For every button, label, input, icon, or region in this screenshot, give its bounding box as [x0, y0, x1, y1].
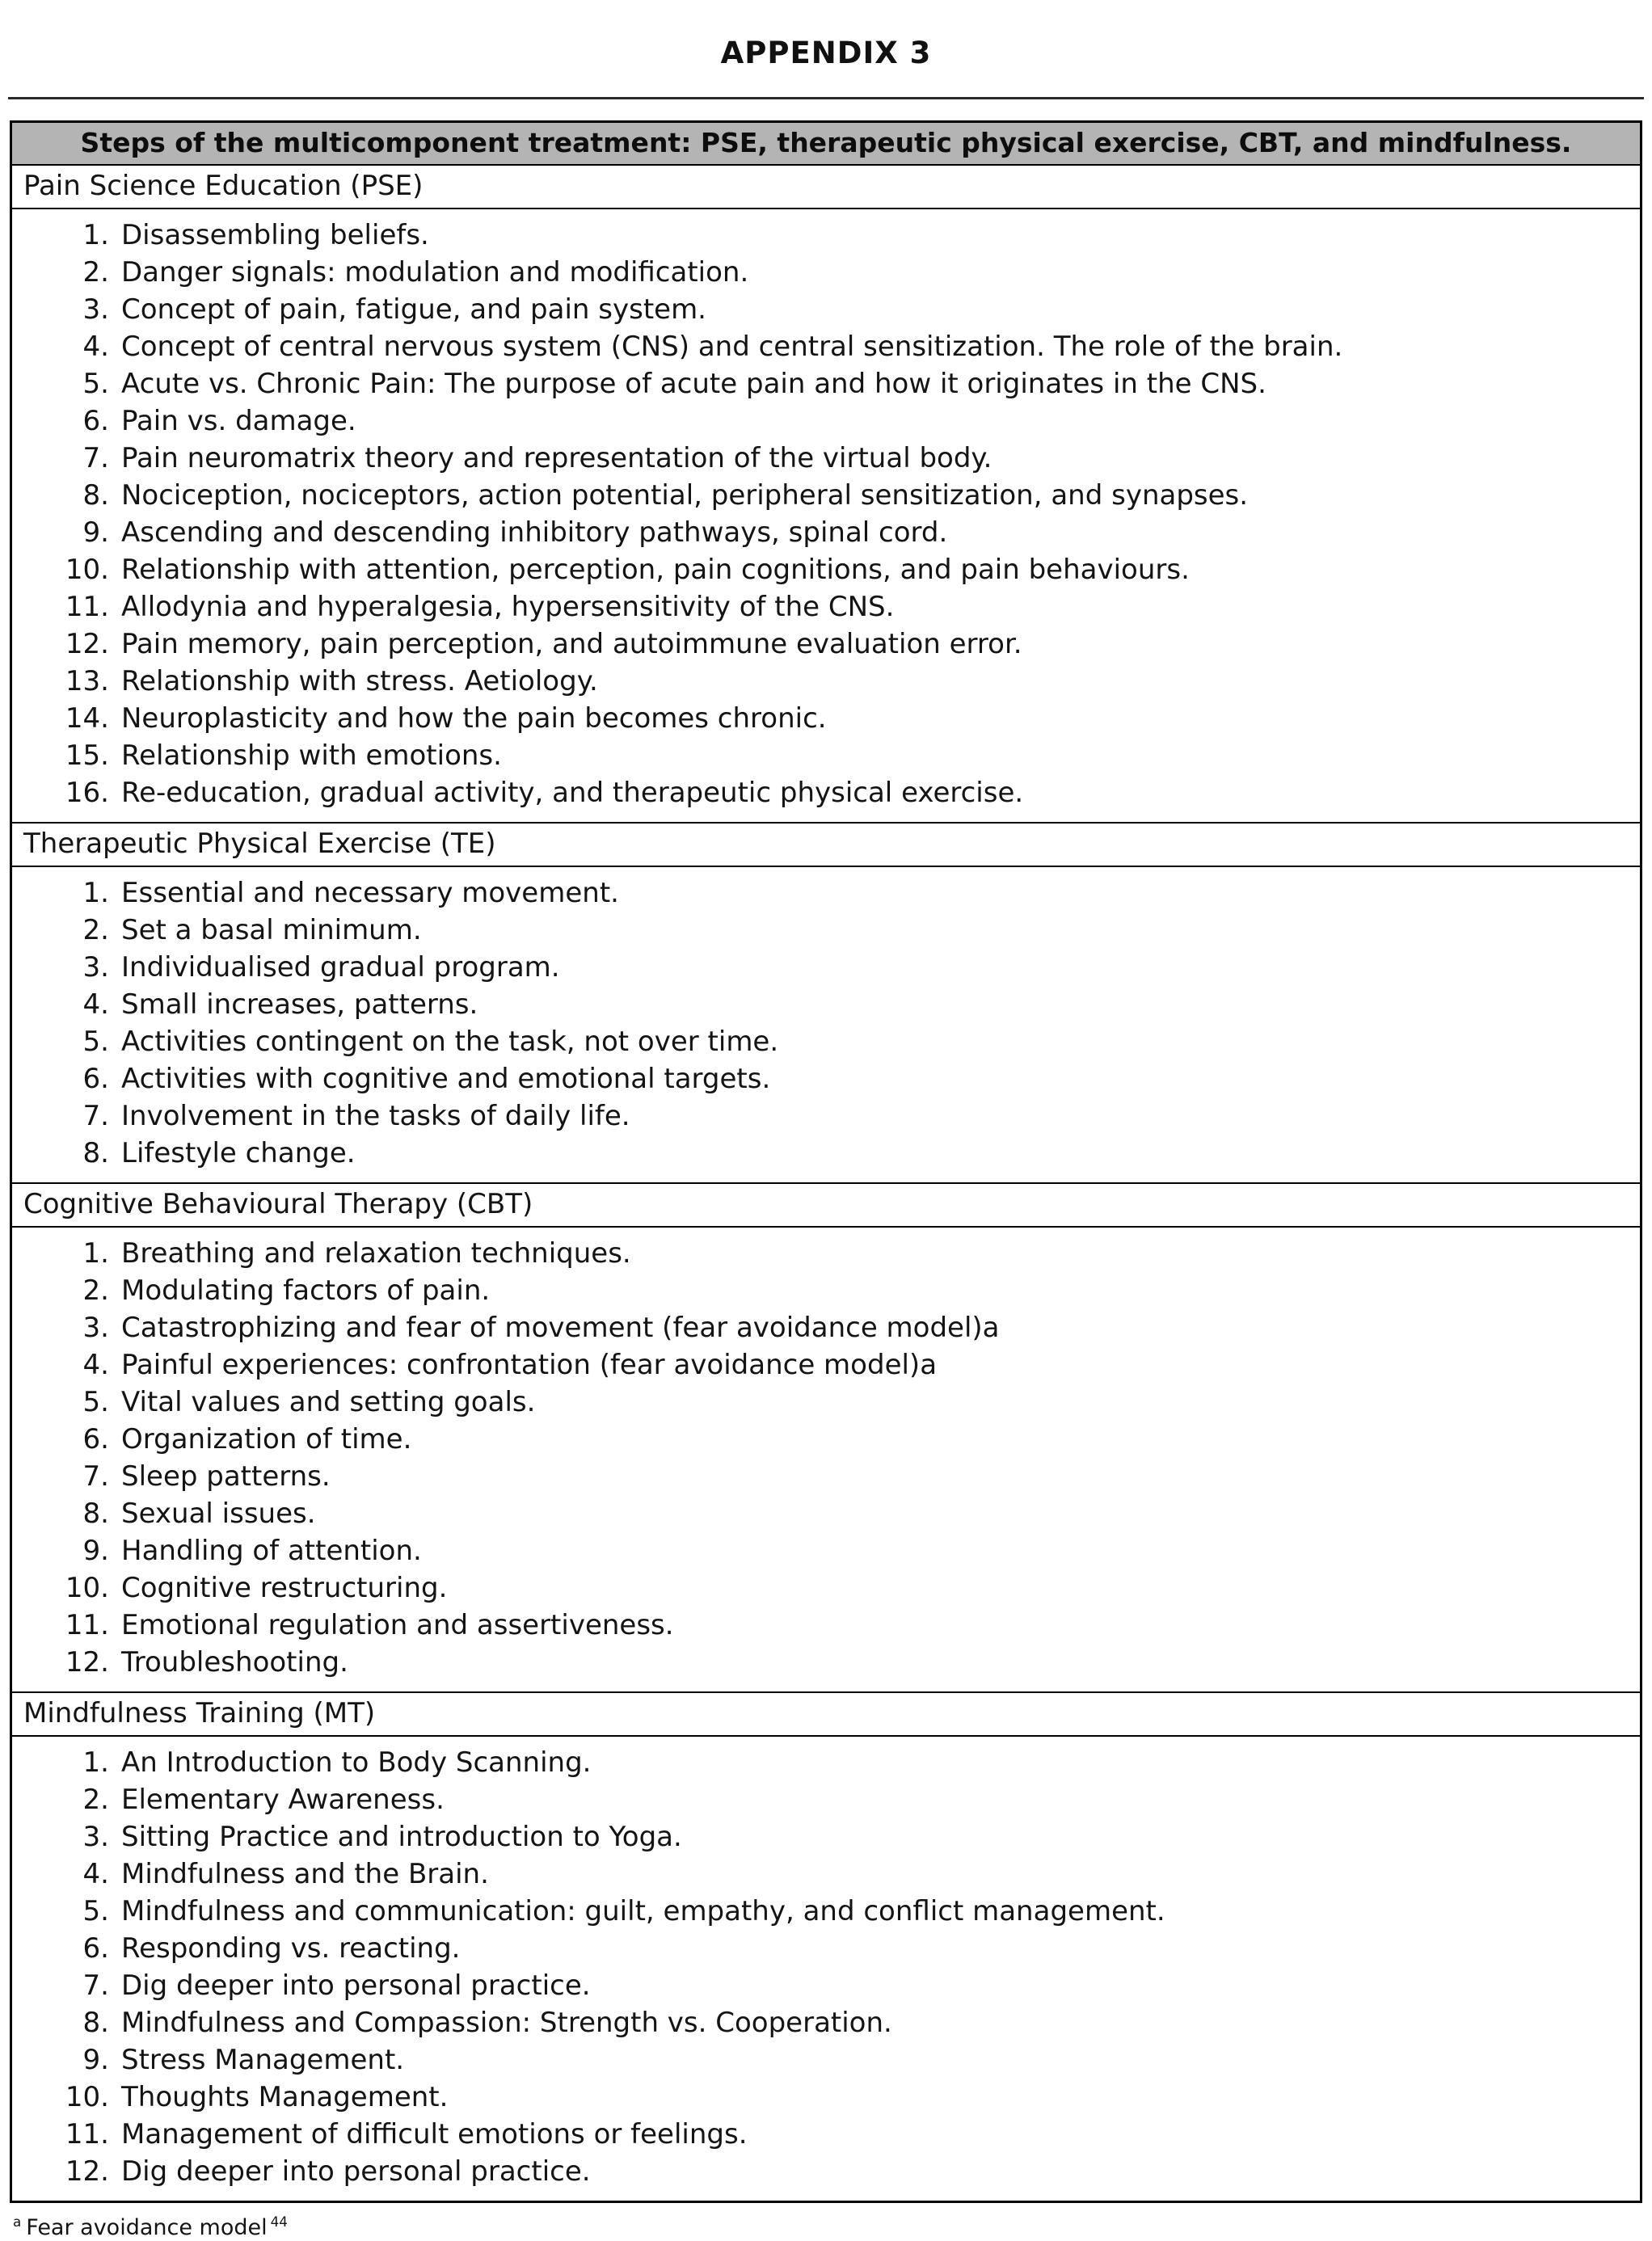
- list-item: [12, 1272, 1632, 1309]
- list-item: [12, 402, 1632, 440]
- item-text: Troubleshooting.: [121, 1646, 348, 1679]
- item-text: An Introduction to Body Scanning.: [121, 1746, 592, 1779]
- list-item: [12, 1023, 1632, 1060]
- item-text: Pain vs. damage.: [121, 405, 356, 437]
- item-number: 3.: [82, 951, 109, 984]
- item-text: Organization of time.: [121, 1423, 412, 1455]
- section-items: [12, 209, 1640, 824]
- item-number: 3.: [82, 293, 109, 326]
- list-item: [12, 1569, 1632, 1607]
- item-number: 9.: [82, 2044, 109, 2076]
- item-number: 6.: [82, 1423, 109, 1455]
- item-number: 4.: [82, 988, 109, 1021]
- item-number: 8.: [82, 2007, 109, 2039]
- list-item: [12, 1856, 1632, 1893]
- item-text: Disassembling beliefs.: [121, 219, 429, 251]
- item-number: 2.: [82, 1784, 109, 1816]
- item-text: Re-education, gradual activity, and therapeutic physical exercise.: [121, 777, 1024, 809]
- item-number: 13.: [65, 665, 109, 697]
- item-number: 6.: [82, 1063, 109, 1095]
- item-text: Catastrophizing and fear of movement (fear avoidance model)a: [121, 1312, 1000, 1344]
- item-text: Concept of central nervous system (CNS) and central sensitization. The role of the brain.: [121, 331, 1343, 363]
- item-text: Small increases, patterns.: [121, 988, 478, 1021]
- item-text: Allodynia and hyperalgesia, hypersensitivity of the CNS.: [121, 591, 895, 623]
- item-text: Stress Management.: [121, 2044, 405, 2076]
- item-text: Ascending and descending inhibitory pathways, spinal cord.: [121, 516, 948, 549]
- item-text: Mindfulness and the Brain.: [121, 1858, 489, 1890]
- item-number: 9.: [82, 1535, 109, 1567]
- list-item: [12, 2004, 1632, 2041]
- list-item: [12, 365, 1632, 402]
- item-number: 11.: [65, 2118, 109, 2150]
- list-item: [12, 1967, 1632, 2004]
- item-text: Mindfulness and communication: guilt, empathy, and conflict management.: [121, 1895, 1165, 1927]
- item-text: Pain memory, pain perception, and autoimmune evaluation error.: [121, 628, 1022, 660]
- item-number: 12.: [65, 2155, 109, 2188]
- list-item: [12, 1235, 1632, 1272]
- item-text: Painful experiences: confrontation (fear avoidance model)a: [121, 1349, 938, 1381]
- section-title: Pain Science Education (PSE): [12, 166, 1640, 209]
- list-item: [12, 1421, 1632, 1458]
- footnote: [10, 2209, 1642, 2241]
- list-item: [12, 1309, 1632, 1346]
- item-number: 7.: [82, 442, 109, 474]
- item-text: Elementary Awareness.: [121, 1784, 445, 1816]
- item-number: 2.: [82, 256, 109, 289]
- item-text: Nociception, nociceptors, action potential, peripheral sensitization, and synapses.: [121, 479, 1249, 512]
- footnote-marker: a: [13, 2214, 22, 2230]
- list-item: [12, 2116, 1632, 2153]
- item-number: 12.: [65, 628, 109, 660]
- item-text: Essential and necessary movement.: [121, 877, 619, 909]
- item-text: Modulating factors of pain.: [121, 1274, 491, 1307]
- table-body: [12, 166, 1640, 2201]
- list-item: [12, 874, 1632, 912]
- list-item: [12, 1644, 1632, 1681]
- item-number: 3.: [82, 1312, 109, 1344]
- item-text: Pain neuromatrix theory and representation of the virtual body.: [121, 442, 992, 474]
- list-item: [12, 1346, 1632, 1384]
- item-text: Breathing and relaxation techniques.: [121, 1237, 631, 1270]
- list-item: [12, 551, 1632, 588]
- list-item: [12, 700, 1632, 737]
- section-title: Cognitive Behavioural Therapy (CBT): [12, 1184, 1640, 1228]
- table-section: [12, 1184, 1640, 1693]
- section-title: Therapeutic Physical Exercise (TE): [12, 824, 1640, 867]
- item-number: 5.: [82, 1026, 109, 1058]
- list-item: [12, 1060, 1632, 1097]
- item-text: Sleep patterns.: [121, 1460, 331, 1493]
- list-item: [12, 986, 1632, 1023]
- list-item: [12, 440, 1632, 477]
- item-number: 10.: [65, 2081, 109, 2113]
- item-text: Sexual issues.: [121, 1498, 316, 1530]
- item-text: Activities with cognitive and emotional targets.: [121, 1063, 771, 1095]
- section-items: [12, 1228, 1640, 1693]
- item-number: 1.: [82, 219, 109, 251]
- section-title: Mindfulness Training (MT): [12, 1693, 1640, 1737]
- page-title: APPENDIX 3: [720, 36, 932, 70]
- item-text: Vital values and setting goals.: [121, 1386, 536, 1418]
- item-text: Relationship with attention, perception, pain cognitions, and pain behaviours.: [121, 554, 1190, 586]
- list-item: [12, 254, 1632, 291]
- item-text: Individualised gradual program.: [121, 951, 560, 984]
- item-number: 16.: [65, 777, 109, 809]
- item-number: 7.: [82, 1460, 109, 1493]
- list-item: [12, 217, 1632, 254]
- item-number: 1.: [82, 1746, 109, 1779]
- list-item: [12, 626, 1632, 663]
- item-text: Relationship with stress. Aetiology.: [121, 665, 598, 697]
- list-item: [12, 588, 1632, 626]
- item-number: 8.: [82, 1137, 109, 1169]
- item-number: 4.: [82, 1349, 109, 1381]
- item-text: Handling of attention.: [121, 1535, 422, 1567]
- list-item: [12, 1781, 1632, 1818]
- item-number: 2.: [82, 1274, 109, 1307]
- item-number: 4.: [82, 1858, 109, 1890]
- list-item: [12, 514, 1632, 551]
- item-text: Sitting Practice and introduction to Yoga.: [121, 1821, 682, 1853]
- item-text: Dig deeper into personal practice.: [121, 2155, 591, 2188]
- list-item: [12, 291, 1632, 328]
- item-text: Acute vs. Chronic Pain: The purpose of acute pain and how it originates in the CNS.: [121, 368, 1266, 400]
- footnote-text: Fear avoidance model: [26, 2215, 268, 2240]
- item-number: 5.: [82, 1386, 109, 1418]
- item-number: 6.: [82, 405, 109, 437]
- item-text: Thoughts Management.: [121, 2081, 449, 2113]
- list-item: [12, 2041, 1632, 2079]
- list-item: [12, 1818, 1632, 1856]
- item-number: 5.: [82, 1895, 109, 1927]
- list-item: [12, 663, 1632, 700]
- table-section: [12, 824, 1640, 1184]
- list-item: [12, 1893, 1632, 1930]
- item-text: Danger signals: modulation and modification.: [121, 256, 749, 289]
- item-text: Responding vs. reacting.: [121, 1932, 461, 1965]
- item-text: Neuroplasticity and how the pain becomes chronic.: [121, 702, 827, 735]
- section-items: [12, 867, 1640, 1184]
- list-item: [12, 328, 1632, 365]
- item-number: 14.: [65, 702, 109, 735]
- item-number: 15.: [65, 739, 109, 772]
- list-item: [12, 1384, 1632, 1421]
- item-number: 6.: [82, 1932, 109, 1965]
- item-text: Involvement in the tasks of daily life.: [121, 1100, 630, 1132]
- list-item: [12, 2079, 1632, 2116]
- list-item: [12, 1744, 1632, 1781]
- list-item: [12, 477, 1632, 514]
- item-text: Concept of pain, fatigue, and pain system.: [121, 293, 706, 326]
- list-item: [12, 2153, 1632, 2190]
- table-section: [12, 166, 1640, 824]
- item-text: Set a basal minimum.: [121, 914, 422, 946]
- item-text: Management of difficult emotions or feelings.: [121, 2118, 748, 2150]
- footnote-reference: 44: [270, 2214, 288, 2230]
- item-number: 8.: [82, 1498, 109, 1530]
- list-item: [12, 1930, 1632, 1967]
- item-text: Relationship with emotions.: [121, 739, 502, 772]
- item-text: Mindfulness and Compassion: Strength vs. Cooperation.: [121, 2007, 892, 2039]
- item-number: 8.: [82, 479, 109, 512]
- list-item: [12, 1532, 1632, 1569]
- item-number: 3.: [82, 1821, 109, 1853]
- item-number: 1.: [82, 877, 109, 909]
- item-text: Emotional regulation and assertiveness.: [121, 1609, 674, 1641]
- title-divider: [8, 97, 1644, 99]
- list-item: [12, 949, 1632, 986]
- treatment-table: [10, 120, 1642, 2203]
- item-text: Cognitive restructuring.: [121, 1572, 448, 1604]
- list-item: [12, 1458, 1632, 1495]
- list-item: [12, 1495, 1632, 1532]
- item-number: 10.: [65, 1572, 109, 1604]
- item-number: 9.: [82, 516, 109, 549]
- item-number: 1.: [82, 1237, 109, 1270]
- item-number: 11.: [65, 591, 109, 623]
- list-item: [12, 1097, 1632, 1135]
- list-item: [12, 774, 1632, 811]
- item-text: Activities contingent on the task, not over time.: [121, 1026, 779, 1058]
- item-number: 5.: [82, 368, 109, 400]
- item-number: 2.: [82, 914, 109, 946]
- list-item: [12, 1607, 1632, 1644]
- table-header: Steps of the multicomponent treatment: PSE, therapeutic physical exercise, CBT, and mindfulness.: [12, 123, 1640, 166]
- section-items: [12, 1737, 1640, 2201]
- list-item: [12, 912, 1632, 949]
- item-number: 10.: [65, 554, 109, 586]
- item-number: 4.: [82, 331, 109, 363]
- item-text: Dig deeper into personal practice.: [121, 1969, 591, 2002]
- list-item: [12, 737, 1632, 774]
- item-text: Lifestyle change.: [121, 1137, 356, 1169]
- table-section: [12, 1693, 1640, 2201]
- item-number: 7.: [82, 1969, 109, 2002]
- item-number: 11.: [65, 1609, 109, 1641]
- item-number: 7.: [82, 1100, 109, 1132]
- item-number: 12.: [65, 1646, 109, 1679]
- list-item: [12, 1135, 1632, 1172]
